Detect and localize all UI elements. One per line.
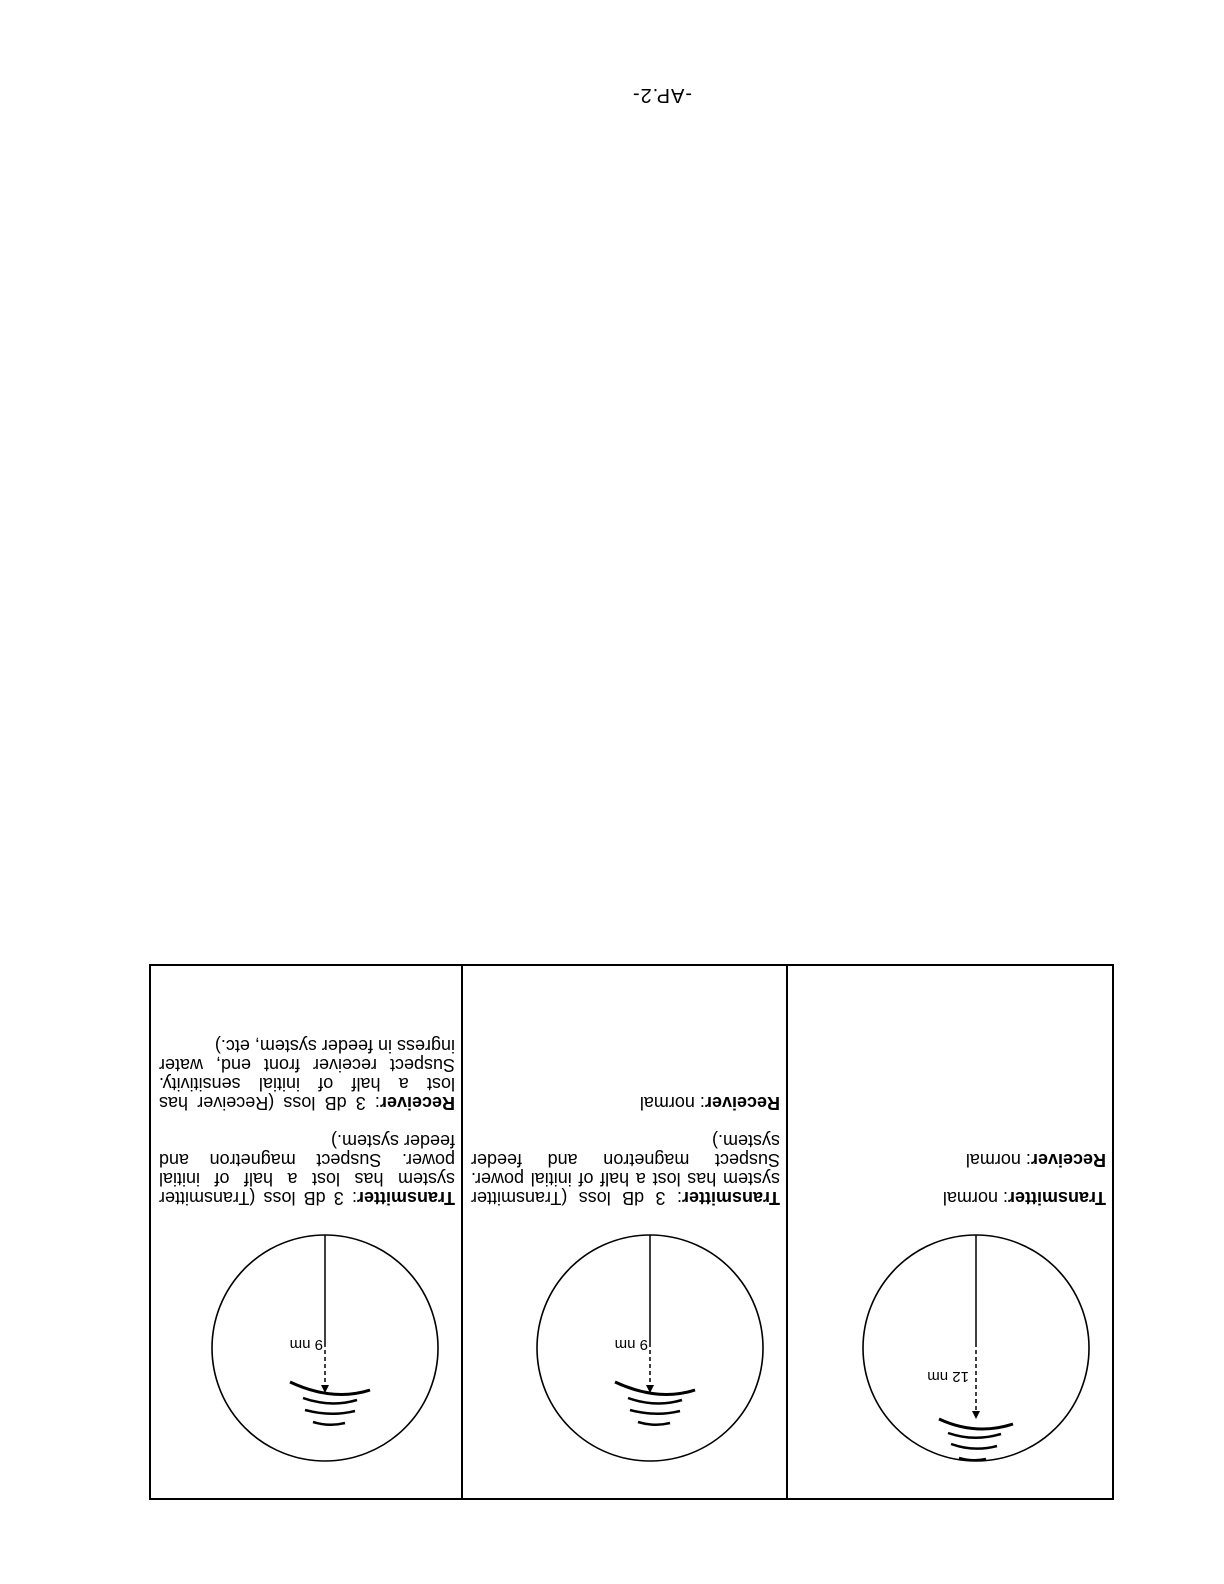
receiver-status [471,1093,780,1112]
performance-monitor-table [149,964,1114,1500]
transmitter-text: : 3 dB loss (Transmitter system has lost a half of initial power. Suspect magnetron and feeder system.) [159,1131,455,1208]
echo-arc [305,1410,355,1414]
echo-arc [615,1382,695,1395]
panel-description [159,1017,455,1207]
range-label: 9 nm [614,1336,648,1353]
panel-normal [788,966,1112,1498]
receiver-status [796,1150,1106,1169]
echo-arc [638,1422,670,1425]
echo-arc [303,1398,357,1404]
receiver-text: : 3 dB loss (Receiver has lost a half of initial sensitivity. Suspect receiver front end, water ingress in feeder system, etc.) [159,1036,455,1113]
radar-scope-icon [530,1228,770,1468]
panel-transmitter-receiver-loss [151,966,463,1498]
echo-arc [313,1422,345,1425]
receiver-label: Receiver [379,1093,455,1113]
page-number: -AP.2- [631,84,693,106]
echo-arc [959,1458,986,1460]
panel-transmitter-loss [463,966,788,1498]
radar-scope-icon [205,1228,445,1468]
transmitter-label: Transmitter [681,1188,780,1208]
range-label: 9 nm [289,1336,323,1353]
radar-scope-icon [856,1228,1096,1468]
echo-arc [939,1419,1013,1429]
transmitter-label: Transmitter [356,1188,455,1208]
transmitter-label: Transmitter [1007,1188,1106,1208]
receiver-label: Receiver [704,1093,780,1113]
panel-description [471,1074,780,1207]
transmitter-status [471,1131,780,1207]
panel-description [796,1131,1106,1207]
receiver-text: : normal [639,1093,705,1113]
transmitter-text: : 3 dB loss (Transmitter system has lost a half of initial power. Suspect magnetron and feeder system.) [471,1131,780,1208]
transmitter-status [159,1131,455,1207]
receiver-status [159,1036,455,1112]
echo-arc [290,1382,370,1395]
range-label: 12 nm [927,1368,969,1385]
receiver-text: : normal [965,1150,1031,1170]
echo-arc [630,1410,680,1414]
receiver-label: Receiver [1030,1150,1106,1170]
transmitter-text: : normal [942,1188,1008,1208]
range-arrow-icon [972,1411,980,1419]
echo-arc [948,1433,1001,1438]
echo-arc [628,1398,682,1404]
transmitter-status [796,1188,1106,1207]
echo-arc [951,1444,997,1449]
